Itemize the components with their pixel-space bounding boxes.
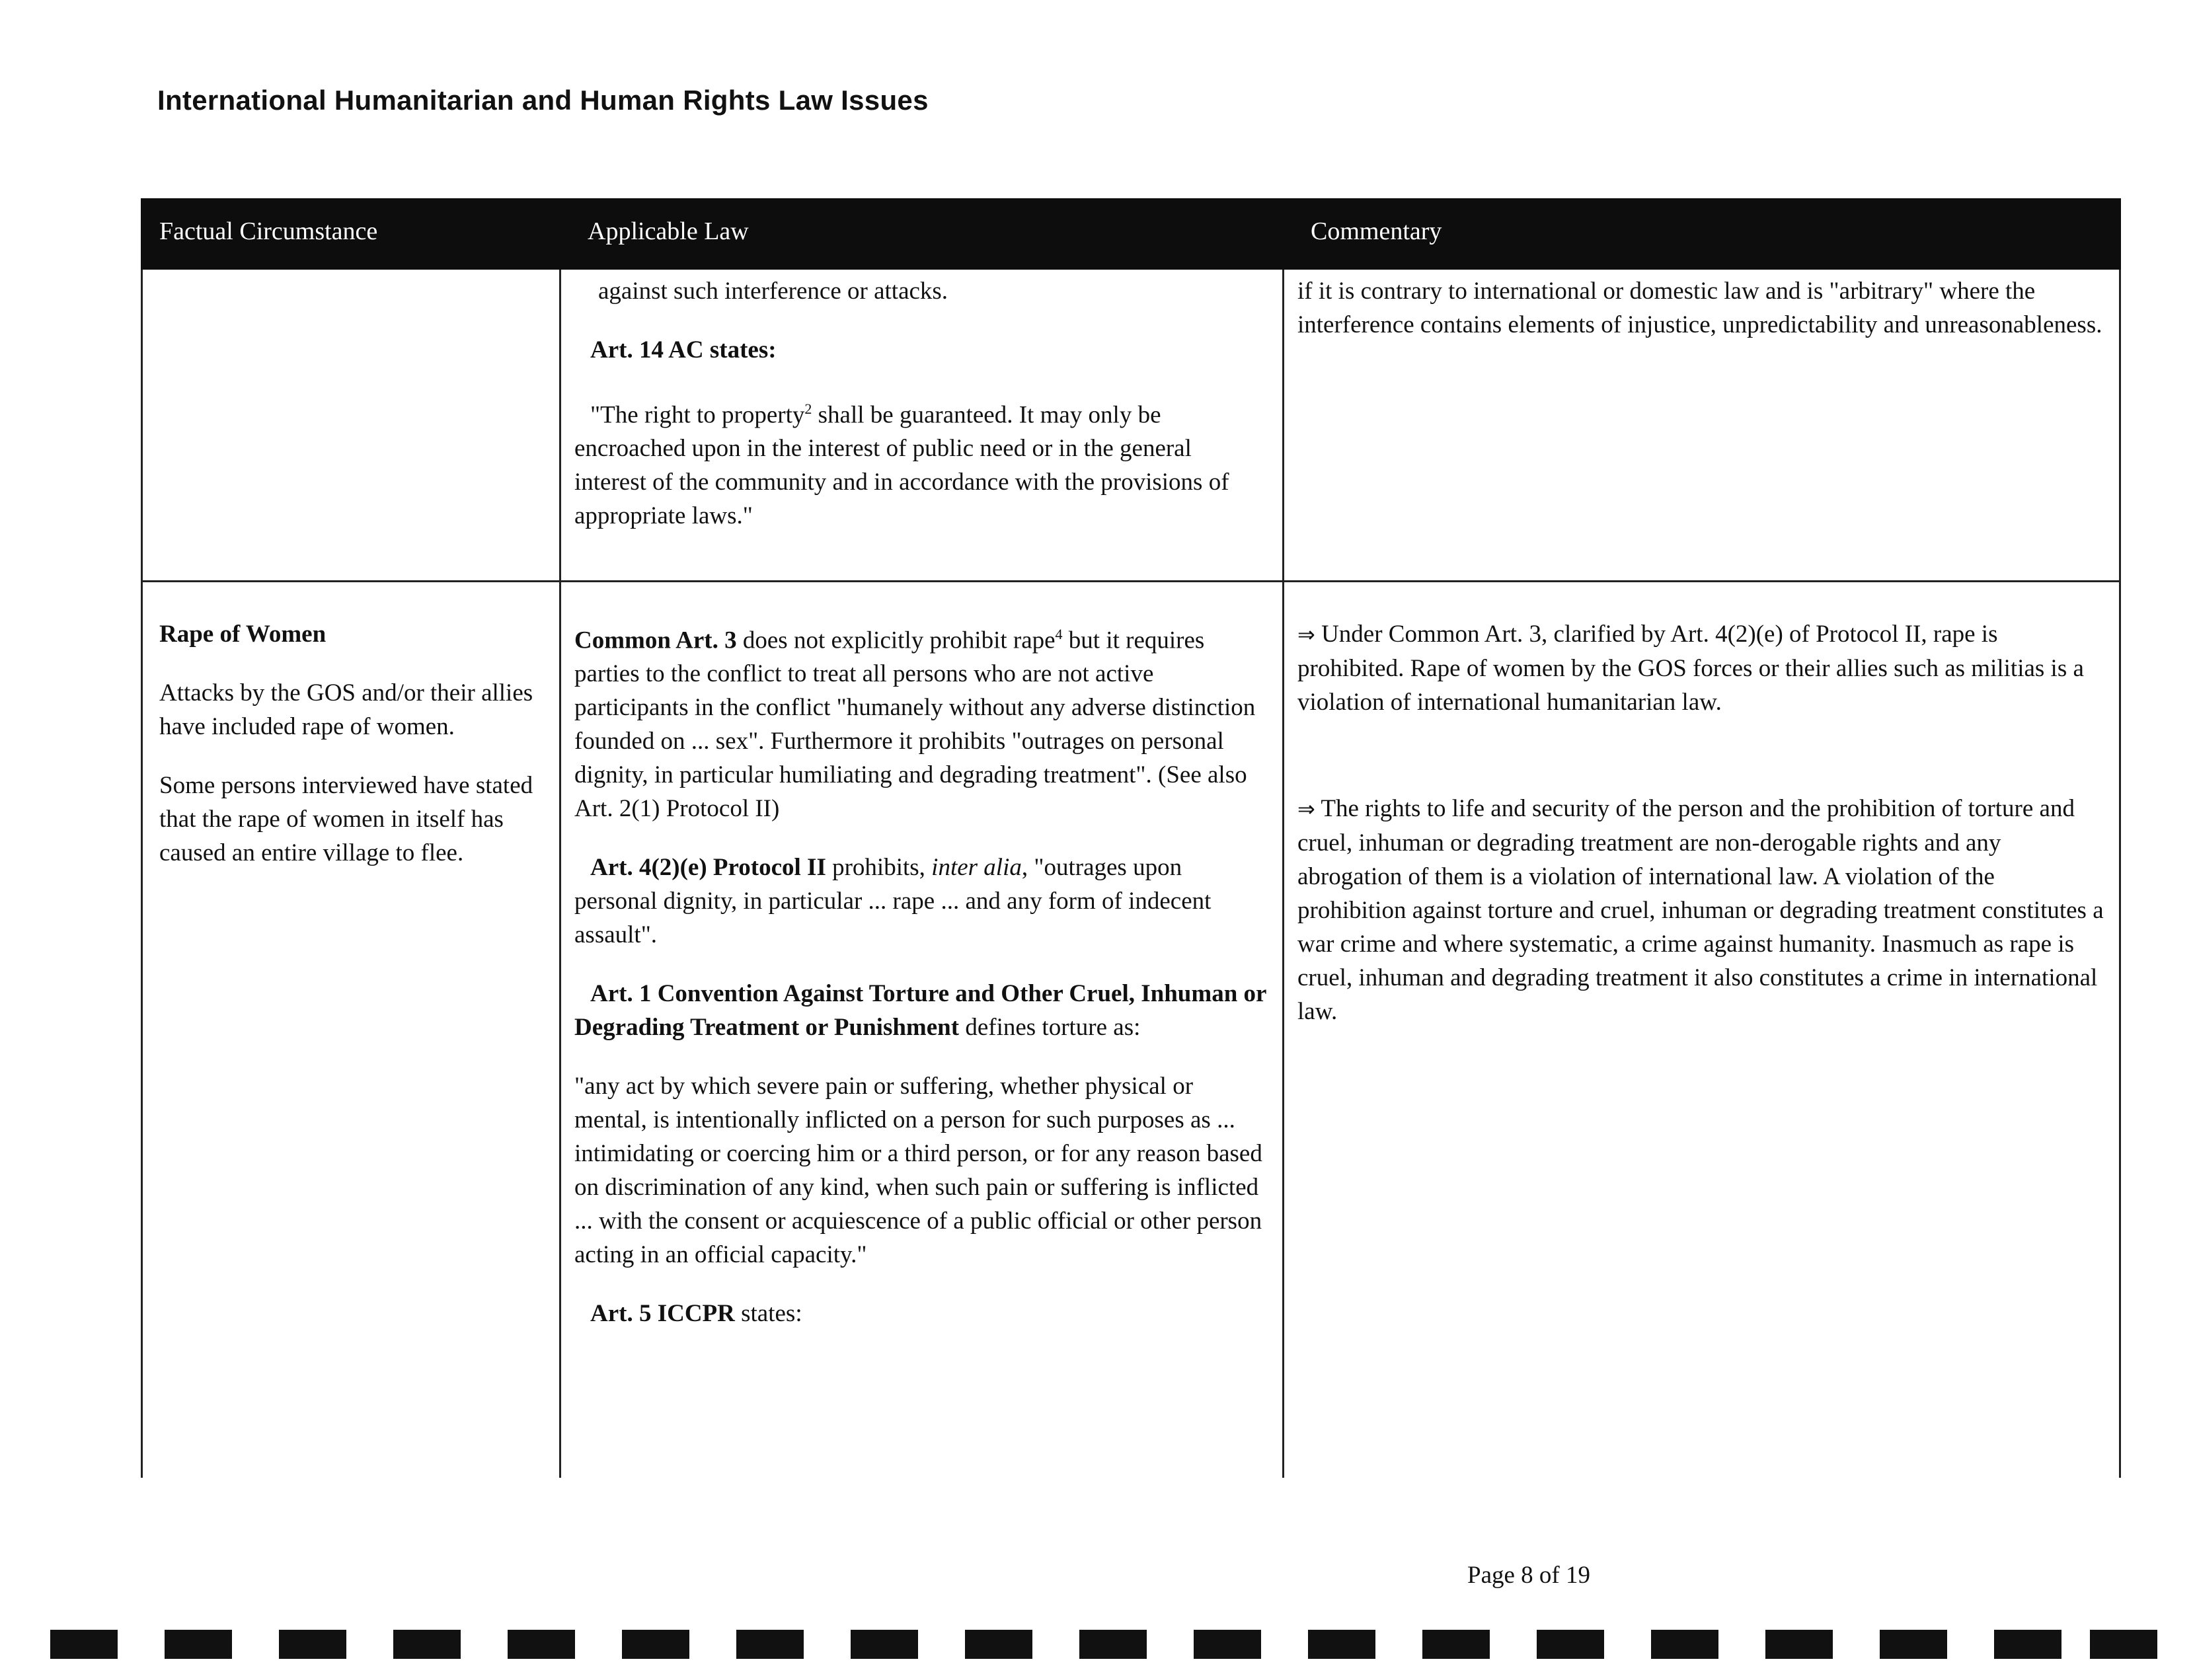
registration-mark bbox=[1994, 1630, 2061, 1659]
law-heading-art14: Art. 14 AC states: bbox=[590, 336, 777, 363]
registration-mark bbox=[1079, 1630, 1147, 1659]
table-border-left bbox=[141, 270, 143, 1478]
circumstance-paragraph-2: Some persons interviewed have stated that the rape of women in itself has caused an entire village to flee. bbox=[159, 772, 533, 866]
scan-registration-marks bbox=[50, 1630, 2159, 1660]
table-header-row bbox=[141, 198, 2121, 270]
registration-mark bbox=[1422, 1630, 1490, 1659]
law-art4-protocol2: Art. 4(2)(e) Protocol II prohibits, inter alia, "outrages upon personal dignity, in particular ... rape ... and any form of indecent assault". bbox=[574, 854, 1212, 949]
registration-mark bbox=[1537, 1630, 1604, 1659]
header-commentary: Commentary bbox=[1311, 217, 1442, 245]
law-art1-cat: Art. 1 Convention Against Torture and Other Cruel, Inhuman or Degrading Treatment or Punishment defines torture as: bbox=[574, 980, 1266, 1042]
row-divider bbox=[141, 580, 2121, 582]
column-divider-1 bbox=[559, 270, 561, 1478]
commentary-point-1: ⇒ Under Common Art. 3, clarified by Art. 4(2)(e) of Protocol II, rape is prohibited. Rape of women by the GOS forces or their allies such as militias is a violation of international humanitarian law. bbox=[1297, 621, 2084, 716]
commentary-point-2: ⇒ The rights to life and security of the person and the prohibition of torture and cruel, inhuman or degrading treatment are non-derogable rights and any abrogation of them is a violation of international law. A violation of the prohibition against torture and cruel, inhuman or degrading treatment constitutes a war crime and where systematic, a crime against humanity. Inasmuch as rape is cruel, inhuman and degrading treatment it also constitutes a crime in international law. bbox=[1297, 795, 2104, 1025]
commentary-arbitrary: if it is contrary to international or domestic law and is "arbitrary" where the interference contains elements of injustice, unpredictability and unreasonableness. bbox=[1297, 278, 2102, 338]
row2-commentary bbox=[1297, 617, 2104, 1028]
row2-applicable-law bbox=[574, 617, 1268, 1330]
page-number: Page 8 of 19 bbox=[1467, 1562, 1590, 1589]
law-art5-iccpr: Art. 5 ICCPR states: bbox=[590, 1300, 802, 1328]
table-border-right bbox=[2119, 270, 2121, 1478]
law-quote-art14: "The right to property$^2$ shall be guaranteed. It may only be encroached upon in the interest of public need or in the general interest of the community and in accordance with the provisions of appropriate laws." bbox=[574, 401, 1229, 530]
registration-mark bbox=[1651, 1630, 1718, 1659]
registration-mark bbox=[50, 1630, 118, 1659]
registration-mark bbox=[393, 1630, 461, 1659]
registration-mark bbox=[736, 1630, 804, 1659]
header-factual-circumstance: Factual Circumstance bbox=[159, 217, 378, 245]
right-arrow-icon: ⇒ bbox=[1297, 622, 1315, 647]
registration-mark bbox=[1765, 1630, 1833, 1659]
row1-applicable-law bbox=[574, 274, 1268, 533]
footnote-ref-4: 4 bbox=[1055, 626, 1063, 642]
registration-mark bbox=[279, 1630, 346, 1659]
right-arrow-icon: ⇒ bbox=[1297, 796, 1315, 821]
registration-mark bbox=[622, 1630, 689, 1659]
registration-mark bbox=[1194, 1630, 1261, 1659]
law-continuation: against such interference or attacks. bbox=[598, 278, 948, 305]
registration-mark bbox=[2090, 1630, 2157, 1659]
document-title: International Humanitarian and Human Rights Law Issues bbox=[157, 85, 929, 116]
circumstance-title: Rape of Women bbox=[159, 621, 327, 648]
registration-mark bbox=[965, 1630, 1032, 1659]
column-divider-2 bbox=[1282, 270, 1284, 1478]
registration-mark bbox=[1880, 1630, 1947, 1659]
registration-mark bbox=[1308, 1630, 1375, 1659]
law-common-art3: Common Art. 3 does not explicitly prohibit rape$^4$ but it requires parties to the conflict to treat all persons who are not active participants in the conflict "humanely without any adverse distinction founded on ... sex". Furthermore it prohibits "outrages on personal dignity, in particular humiliating and degrading treatment". (See also Art. 2(1) Protocol II) bbox=[574, 626, 1256, 823]
registration-mark bbox=[508, 1630, 575, 1659]
law-torture-definition: "any act by which severe pain or suffering, whether physical or mental, is intentionally inflicted on a person for such purposes as ... intimidating or coercing him or a third person, or for any reason based on discrimination of any kind, when such pain or suffering is inflicted ... with the consent or acquiescence of a public official or other person acting in an official capacity." bbox=[574, 1073, 1262, 1269]
header-applicable-law: Applicable Law bbox=[588, 217, 749, 245]
row1-commentary bbox=[1297, 274, 2104, 342]
registration-mark bbox=[165, 1630, 232, 1659]
footnote-ref-2: 2 bbox=[804, 401, 812, 417]
registration-mark bbox=[851, 1630, 918, 1659]
circumstance-paragraph-1: Attacks by the GOS and/or their allies have included rape of women. bbox=[159, 679, 533, 740]
row2-factual-circumstance bbox=[159, 617, 546, 870]
law-issues-table bbox=[141, 198, 2121, 1478]
